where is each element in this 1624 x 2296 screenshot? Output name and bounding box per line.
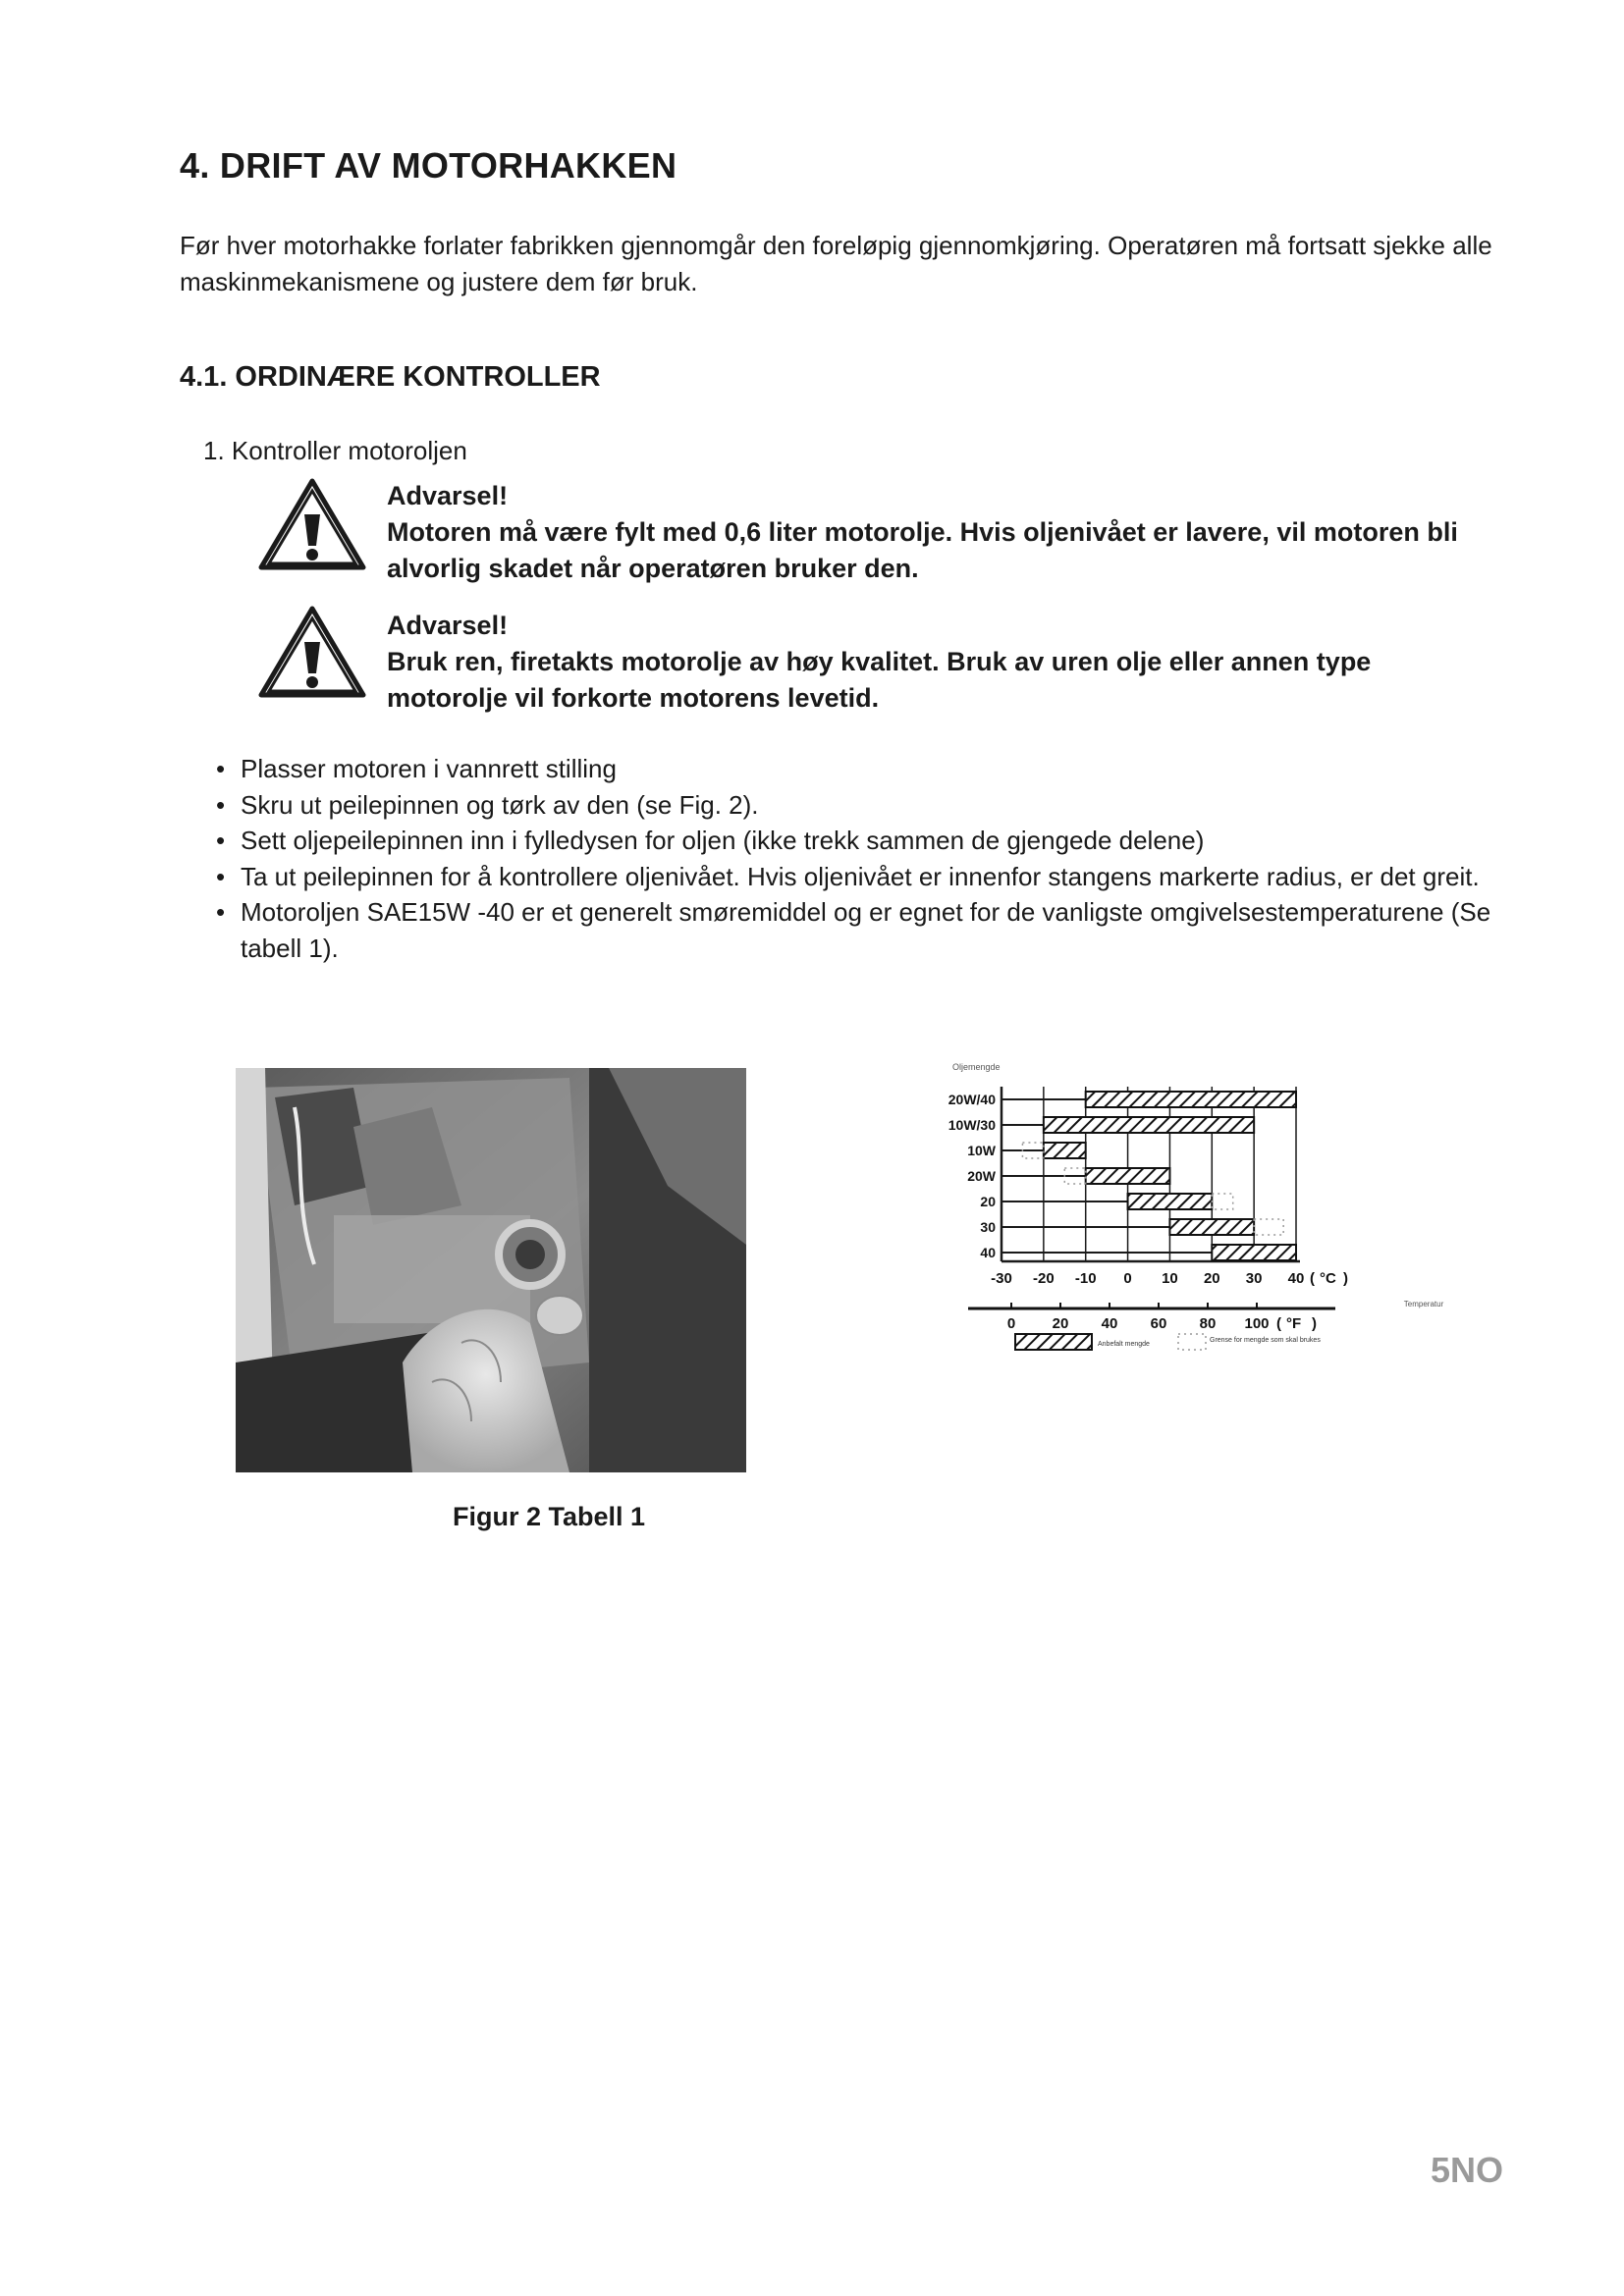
x-tick-label-f: 80: [1199, 1315, 1217, 1332]
x-tick-label-c: 30: [1245, 1270, 1263, 1287]
x-unit-f: °F: [1286, 1315, 1302, 1332]
category-label: 40: [980, 1245, 996, 1260]
recommended-bar: [1086, 1092, 1296, 1107]
x-tick-label-c: 0: [1123, 1270, 1132, 1287]
figure-caption: Figur 2 Tabell 1: [453, 1502, 646, 1531]
x-axis-label: Temperatur: [1403, 1300, 1444, 1308]
limit-bar: [1254, 1219, 1283, 1235]
step-1: 1. Kontroller motoroljen: [203, 436, 467, 465]
warning-body: Motoren må være fylt med 0,6 liter motorolje. Hvis oljenivået er lavere, vil motoren bli alvorlig skadet når operatøren bruker den.: [387, 517, 1458, 583]
warning-title: Advarsel!: [387, 481, 509, 510]
x-tick-label-f: 60: [1150, 1315, 1167, 1332]
x-tick-label-c: -20: [1033, 1270, 1055, 1287]
x-unit-c-open: (: [1310, 1270, 1315, 1287]
list-item: • Motoroljen SAE15W -40 er et generelt smøremiddel og er egnet for de vanligste omgivelsestemperaturene (Se tabell 1).: [216, 894, 1512, 966]
warning-icon: [257, 605, 367, 699]
warning-body: Bruk ren, firetakts motorolje av høy kvalitet. Bruk av uren olje eller annen type motorolje vil forkorte motorens levetid.: [387, 647, 1372, 713]
x-tick-label-c: -30: [991, 1270, 1012, 1287]
warning-block-1: [387, 478, 1496, 587]
warning-title: Advarsel!: [387, 611, 509, 640]
section-heading: 4.1. ORDINÆRE KONTROLLER: [180, 361, 601, 393]
category-label: 20: [980, 1194, 996, 1209]
x-unit-c: °C: [1320, 1270, 1336, 1287]
chart-title: Oljemengde: [952, 1062, 1001, 1072]
dipstick-photo: [236, 1068, 746, 1472]
recommended-bar: [1169, 1219, 1254, 1235]
x-unit-f-open: (: [1276, 1315, 1281, 1332]
list-item: • Plasser motoren i vannrett stilling: [216, 751, 1512, 787]
legend-swatch-limit: [1178, 1334, 1206, 1350]
x-tick-label-c: 20: [1203, 1270, 1220, 1287]
x-tick-label-c: -10: [1074, 1270, 1097, 1287]
x-tick-label-f: 100: [1244, 1315, 1270, 1332]
category-label: 10W/30: [947, 1117, 996, 1133]
limit-bar: [1212, 1194, 1232, 1209]
x-tick-label-f: 20: [1052, 1315, 1069, 1332]
category-label: 20W/40: [947, 1092, 996, 1107]
list-item: • Skru ut peilepinnen og tørk av den (se Fig. 2).: [216, 787, 1512, 824]
category-label: 10W: [967, 1143, 996, 1158]
page-number: 5NO: [1431, 2150, 1504, 2190]
list-item: • Ta ut peilepinnen for å kontrollere oljenivået. Hvis oljenivået er innenfor stangens markerte radius, er det greit.: [216, 859, 1512, 895]
category-label: 20W: [967, 1168, 996, 1184]
recommended-bar: [1086, 1168, 1170, 1184]
x-tick-label-f: 0: [1006, 1315, 1016, 1332]
recommended-bar: [1128, 1194, 1213, 1209]
x-tick-label-c: 10: [1162, 1270, 1178, 1287]
x-unit-c-close: ): [1343, 1270, 1348, 1287]
recommended-bar: [1044, 1117, 1254, 1133]
x-unit-f-close: ): [1312, 1315, 1317, 1332]
legend-swatch-recommended: [1015, 1334, 1092, 1350]
intro-paragraph: Før hver motorhakke forlater fabrikken gjennomgår den foreløpig gjennomkjøring. Operatøren må fortsatt sjekke alle maskinmekanismene og justere dem før bruk.: [180, 231, 1492, 296]
legend-label-limit: Grense for mengde som skal brukes: [1210, 1337, 1321, 1344]
category-label: 30: [980, 1219, 996, 1235]
recommended-bar: [1044, 1143, 1086, 1158]
list-item: • Sett oljepeilepinnen inn i fylledysen for oljen (ikke trekk sammen de gjengede delene): [216, 823, 1512, 859]
legend-label-recommended: Anbefalt mengde: [1098, 1341, 1150, 1348]
x-tick-label-c: 40: [1287, 1270, 1305, 1287]
oil-viscosity-chart: [943, 1055, 1453, 1479]
recommended-bar: [1212, 1245, 1296, 1260]
page-heading: 4. DRIFT AV MOTORHAKKEN: [180, 145, 677, 186]
warning-icon: [257, 477, 367, 571]
x-tick-label-f: 40: [1101, 1315, 1118, 1332]
warning-block-2: [387, 608, 1496, 717]
check-list: [216, 751, 1512, 966]
